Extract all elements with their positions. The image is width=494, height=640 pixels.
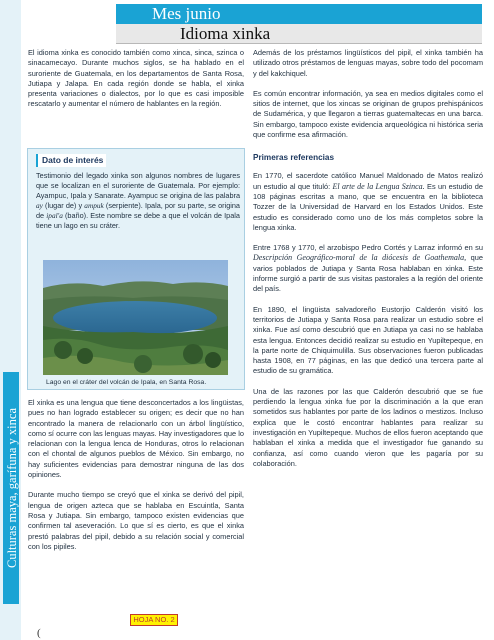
sheet-number: 2 <box>170 615 175 624</box>
page-title: Idioma xinka <box>116 24 482 44</box>
sidebar-label: Culturas maya, garífuna y xinca <box>5 407 19 569</box>
page-corner-mark: ( <box>37 627 41 639</box>
sheet-number-badge <box>130 614 178 626</box>
header-month: Mes junio <box>116 4 482 24</box>
left-column-lower <box>25 398 247 552</box>
callout-term-ampuk: ampuk <box>84 201 104 211</box>
paragraph-pipil: Durante mucho tiempo se creyó que el xinka se derivó del pipil, lengua de origen azteca que se hablaba en Escuintla, Santa Rosa y Jutiapa. Sin embargo, tampoco existen evidencias que confirmen tal aseveración. Lo que sí es cierto, es que el xinka prestó palabras del pipil, debido a su relación social y comercial con los pipiles. <box>28 490 244 551</box>
callout-text <box>36 171 240 232</box>
paragraph-1770-b: Es un estudio de 108 páginas escritas a mano, que se encuentra en la biblioteca Tozzer de la Universidad de Harvard en los Estados Unidos. Este estudio es considerado como uno de los más completos sobre la lengua xinka. <box>253 181 483 232</box>
paragraph-discrimination: Una de las razones por las que Calderón descubrió que se fue perdiendo la lengua xinka fue por la discriminación a la que eran sometidos sus hablantes por parte de los ladinos o mestizos. Incluso explica que le costó encontrar hablantes para realizar su investigación en Yupiltepeque. Muchos de ellos fueron aceptando que hablaban el xinka a medida que el investigador fue ganando su confianza, así como cuando vieron que les pagaría por su colaboración. <box>253 386 483 468</box>
callout-text-d: (baño). Este nombre se debe a que el volcán de Ipala tiene un lago en su cráter. <box>36 211 240 231</box>
callout-title: Dato de interés <box>36 154 106 167</box>
callout-text-c: (serpiente). Ipala, por su parte, se origina de <box>36 201 240 221</box>
paragraph-1770-a: En 1770, el sacerdote católico Manuel Maldonado de Matos realizó un estudio al que tituló: <box>253 171 483 191</box>
paragraph-digital: Es común encontrar información, ya sea en medios digitales como el sitios de internet, que los xincas se originan de grupos prehispánicos de Sudamérica, y que llegaron a tierras guatemaltecas en una barca. Sin embargo, tampoco existe evidencia arqueológica ni histórica seria que confirme esa afirmación. <box>253 88 483 140</box>
paragraph-1770 <box>253 171 483 233</box>
sidebar <box>0 0 21 640</box>
photo-caption: Lago en el cráter del volcán de Ipala, en Santa Rosa. <box>46 379 207 386</box>
intro-paragraph: El idioma xinka es conocido también como xinca, sinca, szinca o sinacamecayo. Durante muchos siglos, se ha hablado en el suroriente de Guatemala, en los departamentos de Santa Rosa, Jutiapa y Jalapa. En cada región donde se habla, el xinka presenta variaciones o dialectos, por lo que es casi imposible rescatarlo y aumentar el número de hablantes en la región. <box>28 48 244 109</box>
callout-term-ay: ay <box>36 201 43 211</box>
callout-box <box>27 148 245 390</box>
paragraph-origin: El xinka es una lengua que tiene desconcertados a los lingüistas, pues no han logrado establecer su origen; es decir que no han encontrado la manera de relacionarlo con un árbol lingüístico, como sí ocurre con las lenguas mayas. Hay investigadores que lo relacionan con la lengua lenca de Honduras, otros lo relacionan con el chontal de algunos pueblos de México. Sin embargo, no hay suficientes evidencias para demostrar ninguna de las dos opiniones. <box>28 398 244 480</box>
left-column <box>25 48 247 110</box>
section-heading: Primeras referencias <box>253 153 335 163</box>
paragraph-larraz <box>253 243 483 294</box>
callout-text-b: (lugar de) y <box>42 201 85 211</box>
paragraph-larraz-a: Entre 1768 y 1770, el arzobispo Pedro Cortés y Larraz informó en su <box>253 243 483 253</box>
paragraph-loans: Además de los préstamos lingüísticos del pipil, el xinka también ha utilizado otros préstamos de lenguas mayas, sobre todo del pocomam y del kakchiquel. <box>253 48 483 78</box>
callout-term-ipala: ipal'a <box>46 211 63 221</box>
right-column <box>253 48 483 469</box>
lake-image <box>43 260 228 375</box>
callout-text-a: Testimonio del legado xinka son algunos nombres de lugares que se localizan en el suroriente de Guatemala. Por ejemplo: Ayampuc, Ipala y Sanarate. Ayampuc se origina de las palabra <box>36 171 240 201</box>
book-title-szinca: El arte de la Lengua Szinca. <box>332 181 425 191</box>
lake-photo <box>43 260 228 375</box>
paragraph-larraz-b: que varios poblados de Jutiapa y Santa Rosa hablaban en xinka. Este informe surgió a partir de sus visitas pastorales a la región del oriente del país. <box>253 253 483 294</box>
book-title-descripcion: Descripción Geográfico-moral de la diócesis de Goathemala, <box>253 253 467 263</box>
sheet-label: HOJA NO. <box>133 615 169 624</box>
paragraph-calderon: En 1890, el lingüista salvadoreño Eustorjio Calderón visitó los territorios de Jutiapa y Santa Rosa para realizar un estudio sobre el xinka. Fue así como descubrió que en Jutiapa ya casi no se hablaba esta lengua. Entonces decidió realizar su estudio en Yupiltepeque, en la parte norte de Chiquimulilla. Sus observaciones fueron publicadas hasta 1908, en 77 páginas, en las que dedicó una tercera parte al estudio de su gramática. <box>253 304 483 376</box>
